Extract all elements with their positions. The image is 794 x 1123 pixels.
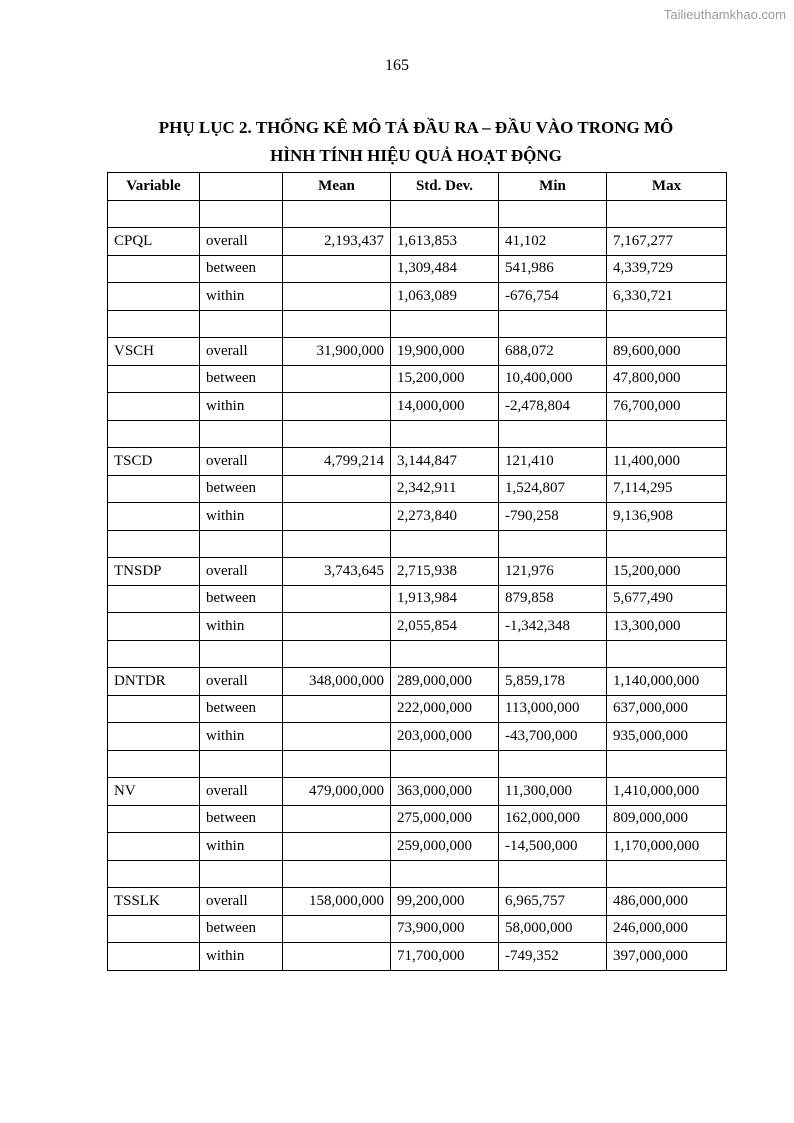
cell-variable (108, 695, 200, 723)
cell-std-dev: 19,900,000 (391, 338, 499, 366)
cell-max: 89,600,000 (607, 338, 727, 366)
cell-variable (108, 283, 200, 311)
cell-variable: TNSDP (108, 558, 200, 586)
cell-mean (283, 365, 391, 393)
cell-min: 10,400,000 (499, 365, 607, 393)
cell-std-dev: 275,000,000 (391, 805, 499, 833)
cell-type: within (200, 833, 283, 861)
cell-max: 15,200,000 (607, 558, 727, 586)
cell-type: between (200, 915, 283, 943)
title-line-2: HÌNH TÍNH HIỆU QUẢ HOẠT ĐỘNG (270, 146, 562, 165)
cell-std-dev: 222,000,000 (391, 695, 499, 723)
cell-variable (108, 723, 200, 751)
cell-variable: TSCD (108, 448, 200, 476)
cell-std-dev: 259,000,000 (391, 833, 499, 861)
cell-type (200, 750, 283, 778)
cell-mean (283, 833, 391, 861)
table-row (108, 558, 727, 586)
cell-std-dev: 3,144,847 (391, 448, 499, 476)
cell-std-dev (391, 640, 499, 668)
cell-variable (108, 200, 200, 228)
cell-max (607, 640, 727, 668)
cell-variable: NV (108, 778, 200, 806)
page-number: 165 (385, 57, 409, 74)
watermark: Tailieuthamkhao.com (663, 7, 786, 22)
cell-mean: 4,799,214 (283, 448, 391, 476)
header-variable: Variable (108, 173, 200, 201)
table-row (108, 750, 727, 778)
header-type (200, 173, 283, 201)
cell-max: 76,700,000 (607, 393, 727, 421)
cell-min: 5,859,178 (499, 668, 607, 696)
cell-min (499, 530, 607, 558)
cell-variable (108, 475, 200, 503)
cell-min: 121,976 (499, 558, 607, 586)
table-row (108, 200, 727, 228)
table-row (108, 915, 727, 943)
cell-mean (283, 255, 391, 283)
cell-variable (108, 420, 200, 448)
table-row (108, 943, 727, 971)
table-row (108, 888, 727, 916)
cell-std-dev: 1,613,853 (391, 228, 499, 256)
cell-max: 246,000,000 (607, 915, 727, 943)
cell-max: 4,339,729 (607, 255, 727, 283)
table-row (108, 310, 727, 338)
cell-type: overall (200, 668, 283, 696)
cell-type: within (200, 943, 283, 971)
cell-type: overall (200, 338, 283, 366)
cell-max: 397,000,000 (607, 943, 727, 971)
cell-max: 7,114,295 (607, 475, 727, 503)
table-row (108, 365, 727, 393)
cell-min: 121,410 (499, 448, 607, 476)
header-min: Min (499, 173, 607, 201)
cell-std-dev: 73,900,000 (391, 915, 499, 943)
cell-std-dev (391, 310, 499, 338)
cell-std-dev: 363,000,000 (391, 778, 499, 806)
cell-max: 486,000,000 (607, 888, 727, 916)
cell-mean (283, 503, 391, 531)
cell-type: overall (200, 778, 283, 806)
cell-min (499, 200, 607, 228)
cell-std-dev: 1,309,484 (391, 255, 499, 283)
cell-type: overall (200, 448, 283, 476)
cell-min: -2,478,804 (499, 393, 607, 421)
cell-variable (108, 393, 200, 421)
cell-max: 47,800,000 (607, 365, 727, 393)
cell-mean (283, 723, 391, 751)
cell-variable: TSSLK (108, 888, 200, 916)
cell-std-dev: 2,273,840 (391, 503, 499, 531)
cell-max (607, 530, 727, 558)
cell-type (200, 530, 283, 558)
table-row (108, 503, 727, 531)
table-row (108, 585, 727, 613)
cell-max: 935,000,000 (607, 723, 727, 751)
cell-mean: 2,193,437 (283, 228, 391, 256)
cell-variable (108, 640, 200, 668)
cell-min: -43,700,000 (499, 723, 607, 751)
table-header-row (108, 173, 727, 201)
cell-mean (283, 943, 391, 971)
cell-max: 1,170,000,000 (607, 833, 727, 861)
cell-variable (108, 860, 200, 888)
cell-variable: CPQL (108, 228, 200, 256)
cell-std-dev: 289,000,000 (391, 668, 499, 696)
table-row (108, 668, 727, 696)
table-row (108, 448, 727, 476)
cell-std-dev (391, 750, 499, 778)
cell-min (499, 860, 607, 888)
cell-type: overall (200, 558, 283, 586)
table-body (108, 200, 727, 970)
cell-max: 1,410,000,000 (607, 778, 727, 806)
cell-type: between (200, 255, 283, 283)
cell-mean (283, 393, 391, 421)
cell-variable (108, 585, 200, 613)
cell-type: between (200, 365, 283, 393)
cell-min: -749,352 (499, 943, 607, 971)
cell-type: within (200, 503, 283, 531)
cell-mean (283, 695, 391, 723)
descriptive-statistics-table (107, 172, 727, 971)
cell-max: 1,140,000,000 (607, 668, 727, 696)
table-row (108, 530, 727, 558)
cell-min: -14,500,000 (499, 833, 607, 861)
cell-max (607, 750, 727, 778)
cell-type (200, 310, 283, 338)
cell-type: between (200, 585, 283, 613)
cell-type: between (200, 475, 283, 503)
cell-mean (283, 750, 391, 778)
cell-variable: DNTDR (108, 668, 200, 696)
cell-min: 541,986 (499, 255, 607, 283)
cell-std-dev: 15,200,000 (391, 365, 499, 393)
cell-variable (108, 310, 200, 338)
cell-std-dev: 2,342,911 (391, 475, 499, 503)
cell-min (499, 750, 607, 778)
cell-type (200, 200, 283, 228)
table-row (108, 475, 727, 503)
cell-mean (283, 805, 391, 833)
cell-mean: 31,900,000 (283, 338, 391, 366)
cell-std-dev: 1,913,984 (391, 585, 499, 613)
cell-min: -676,754 (499, 283, 607, 311)
cell-min: 113,000,000 (499, 695, 607, 723)
header-mean: Mean (283, 173, 391, 201)
cell-min: -790,258 (499, 503, 607, 531)
table-row (108, 833, 727, 861)
cell-mean (283, 420, 391, 448)
table-row (108, 420, 727, 448)
cell-mean (283, 860, 391, 888)
cell-std-dev: 203,000,000 (391, 723, 499, 751)
cell-min: 879,858 (499, 585, 607, 613)
cell-std-dev: 14,000,000 (391, 393, 499, 421)
cell-std-dev: 1,063,089 (391, 283, 499, 311)
cell-mean: 479,000,000 (283, 778, 391, 806)
cell-mean: 348,000,000 (283, 668, 391, 696)
cell-min: -1,342,348 (499, 613, 607, 641)
cell-variable (108, 915, 200, 943)
cell-mean: 3,743,645 (283, 558, 391, 586)
table-row (108, 393, 727, 421)
cell-type: within (200, 613, 283, 641)
cell-std-dev: 99,200,000 (391, 888, 499, 916)
cell-mean (283, 613, 391, 641)
cell-mean (283, 640, 391, 668)
cell-type (200, 420, 283, 448)
table-row (108, 228, 727, 256)
cell-min: 688,072 (499, 338, 607, 366)
cell-min: 6,965,757 (499, 888, 607, 916)
cell-variable (108, 750, 200, 778)
table-row (108, 338, 727, 366)
appendix-title (110, 114, 722, 170)
cell-max: 5,677,490 (607, 585, 727, 613)
cell-variable (108, 503, 200, 531)
cell-min (499, 640, 607, 668)
cell-std-dev (391, 860, 499, 888)
header-std-dev: Std. Dev. (391, 173, 499, 201)
cell-variable (108, 365, 200, 393)
cell-type: within (200, 283, 283, 311)
cell-type (200, 860, 283, 888)
table-row (108, 778, 727, 806)
cell-max (607, 420, 727, 448)
cell-type (200, 640, 283, 668)
cell-mean (283, 200, 391, 228)
table-row (108, 255, 727, 283)
table-row (108, 283, 727, 311)
cell-min: 1,524,807 (499, 475, 607, 503)
cell-max: 9,136,908 (607, 503, 727, 531)
cell-min (499, 310, 607, 338)
cell-min: 58,000,000 (499, 915, 607, 943)
cell-max: 809,000,000 (607, 805, 727, 833)
cell-max: 6,330,721 (607, 283, 727, 311)
cell-max: 11,400,000 (607, 448, 727, 476)
cell-max: 13,300,000 (607, 613, 727, 641)
cell-mean (283, 310, 391, 338)
title-line-1: PHỤ LỤC 2. THỐNG KÊ MÔ TẢ ĐẦU RA – ĐẦU VÀO TRONG MÔ (158, 118, 674, 137)
cell-std-dev (391, 200, 499, 228)
table-row (108, 805, 727, 833)
cell-max: 637,000,000 (607, 695, 727, 723)
cell-type: between (200, 695, 283, 723)
cell-max (607, 310, 727, 338)
cell-type: between (200, 805, 283, 833)
cell-mean (283, 915, 391, 943)
cell-std-dev: 2,715,938 (391, 558, 499, 586)
header-max: Max (607, 173, 727, 201)
table-row (108, 613, 727, 641)
cell-std-dev: 71,700,000 (391, 943, 499, 971)
cell-max (607, 200, 727, 228)
table-row (108, 860, 727, 888)
cell-std-dev (391, 420, 499, 448)
cell-min: 41,102 (499, 228, 607, 256)
cell-variable (108, 943, 200, 971)
cell-max: 7,167,277 (607, 228, 727, 256)
cell-max (607, 860, 727, 888)
cell-min: 162,000,000 (499, 805, 607, 833)
cell-mean (283, 475, 391, 503)
cell-mean (283, 530, 391, 558)
cell-variable (108, 613, 200, 641)
table-row (108, 723, 727, 751)
cell-min (499, 420, 607, 448)
cell-variable (108, 833, 200, 861)
cell-variable (108, 255, 200, 283)
table-row (108, 640, 727, 668)
table-row (108, 695, 727, 723)
cell-type: overall (200, 888, 283, 916)
cell-std-dev (391, 530, 499, 558)
cell-variable (108, 805, 200, 833)
cell-type: within (200, 723, 283, 751)
cell-variable: VSCH (108, 338, 200, 366)
cell-min: 11,300,000 (499, 778, 607, 806)
cell-type: overall (200, 228, 283, 256)
cell-std-dev: 2,055,854 (391, 613, 499, 641)
cell-mean (283, 283, 391, 311)
cell-type: within (200, 393, 283, 421)
cell-mean (283, 585, 391, 613)
cell-mean: 158,000,000 (283, 888, 391, 916)
cell-variable (108, 530, 200, 558)
